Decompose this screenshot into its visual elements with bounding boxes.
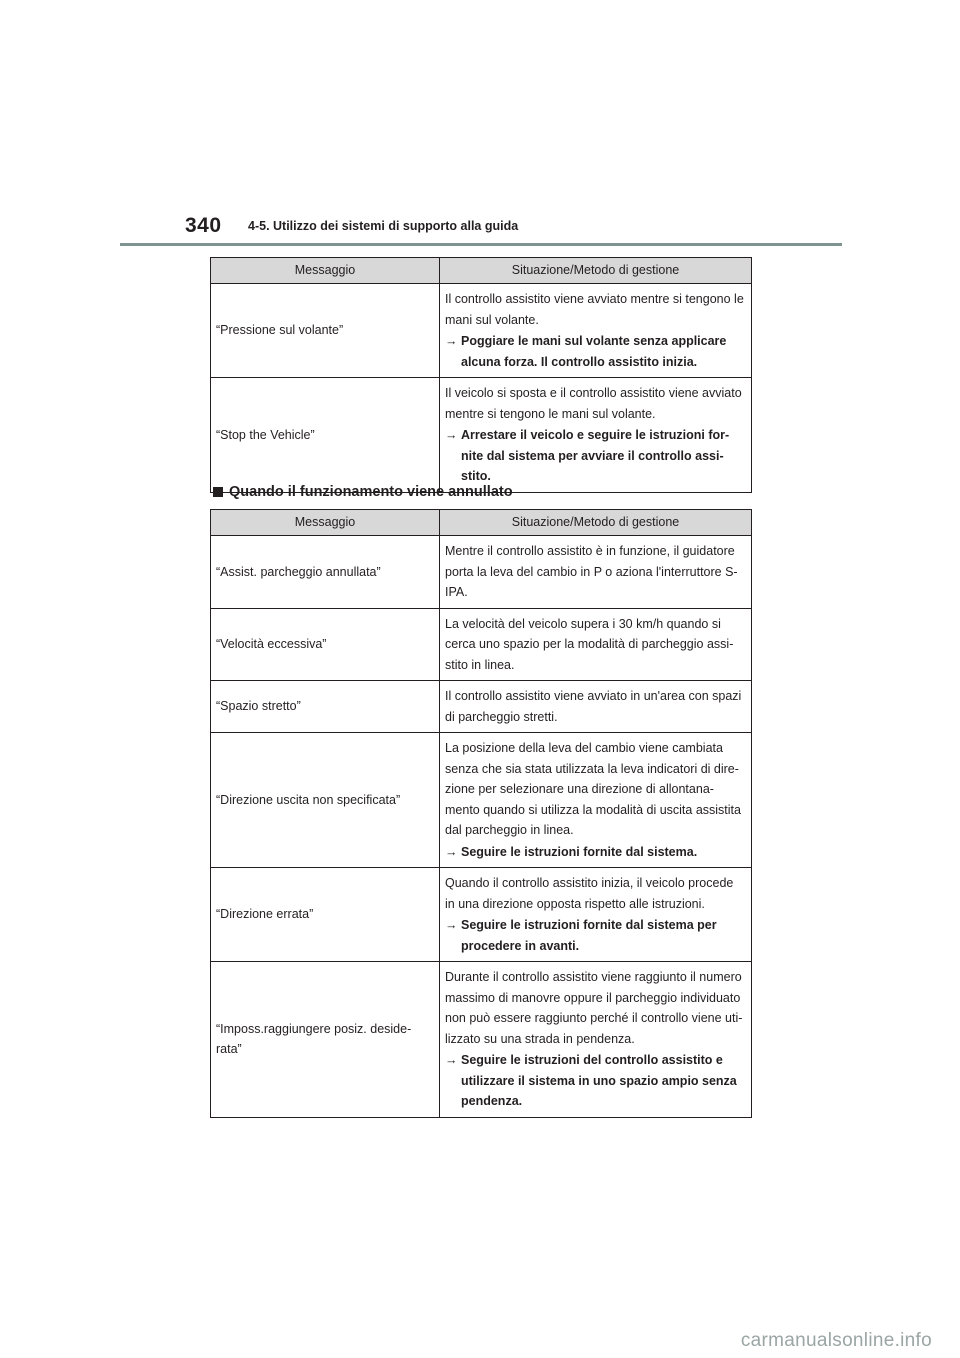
arrow-icon: → [445,918,458,932]
situation-text: Il controllo assistito viene avviato in un'area con spazi di parcheggio stretti. [445,689,742,724]
action-text: Arrestare il veicolo e seguire le istruzioni for-nite dal sistema per avviare il controllo assi-stito. [461,428,730,483]
action-text: Seguire le istruzioni fornite dal sistema. [461,844,698,859]
situation-text: La velocità del veicolo supera i 30 km/h quando si cerca uno spazio per la modalità di parcheggio assi-stito in linea. [445,616,734,672]
message-cell: “Direzione errata” [211,868,440,962]
table-header-row [211,510,752,536]
square-bullet-icon [213,487,223,497]
arrow-icon: → [445,1053,458,1067]
situation-text: Il controllo assistito viene avviato mentre si tengono le mani sul volante. [445,292,744,327]
situation-text: La posizione della leva del cambio viene cambiata senza che sia stata utilizzata la leva indicatori di dire-zione per selezionare una direzione di allontana-mento quando si utilizza la modalità di uscita assistita dal parcheggio in linea. [445,741,741,837]
situation-cell [440,681,752,733]
situation-cell [440,536,752,609]
situation-cell [440,378,752,493]
section-heading-text: Quando il funzionamento viene annullato [229,484,513,500]
chapter-title: 4-5. Utilizzo dei sistemi di supporto alla guida [248,219,519,233]
table-row [211,284,752,378]
situation-text: Mentre il controllo assistito è in funzione, il guidatore porta la leva del cambio in P o aziona l'interruttore S-IPA. [445,544,738,599]
action-line [445,331,746,372]
column-header-situation: Situazione/Metodo di gestione [440,510,752,536]
section-heading [213,484,513,500]
message-cell: “Assist. parcheggio annullata” [211,536,440,609]
message-cell: “Imposs.raggiungere posiz. deside-rata” [211,962,440,1118]
situation-cell [440,608,752,681]
message-cell: “Pressione sul volante” [211,284,440,378]
page-number: 340 [185,214,222,237]
situation-text: Il veicolo si sposta e il controllo assistito viene avviato mentre si tengono le mani sul volante. [445,386,742,421]
action-text: Poggiare le mani sul volante senza applicare alcuna forza. Il controllo assistito inizia. [461,334,727,369]
watermark: carmanualsonline.info [740,1330,932,1351]
situation-cell [440,733,752,868]
table-row [211,608,752,681]
action-line [445,1050,746,1112]
situation-cell [440,868,752,962]
table-row [211,378,752,493]
situation-cell [440,962,752,1118]
table-row [211,868,752,962]
messages-table-1 [210,257,752,493]
table-row [211,962,752,1118]
arrow-icon: → [445,844,458,859]
message-cell: “Stop the Vehicle” [211,378,440,493]
action-text: Seguire le istruzioni fornite dal sistema per procedere in avanti. [461,918,717,953]
column-header-message: Messaggio [211,510,440,536]
column-header-message: Messaggio [211,258,440,284]
header-divider [120,243,842,246]
table-row [211,733,752,868]
situation-cell [440,284,752,378]
column-header-situation: Situazione/Metodo di gestione [440,258,752,284]
messages-table-2 [210,509,752,1118]
table-row [211,681,752,733]
message-cell: “Direzione uscita non specificata” [211,733,440,868]
message-cell: “Velocità eccessiva” [211,608,440,681]
action-line [445,425,746,487]
situation-text: Durante il controllo assistito viene raggiunto il numero massimo di manovre oppure il parcheggio individuato non può essere raggiunto perché il controllo viene uti-lizzato su una strada in pendenza. [445,970,743,1046]
action-line [445,915,746,956]
table-row [211,536,752,609]
arrow-icon: → [445,428,458,442]
action-text: Seguire le istruzioni del controllo assistito e utilizzare il sistema in uno spazio ampio senza pendenza. [461,1053,737,1108]
situation-text: Quando il controllo assistito inizia, il veicolo procede in una direzione opposta rispetto alle istruzioni. [445,876,734,911]
table-header-row [211,258,752,284]
message-cell: “Spazio stretto” [211,681,440,733]
arrow-icon: → [445,334,458,348]
action-line [445,842,746,863]
